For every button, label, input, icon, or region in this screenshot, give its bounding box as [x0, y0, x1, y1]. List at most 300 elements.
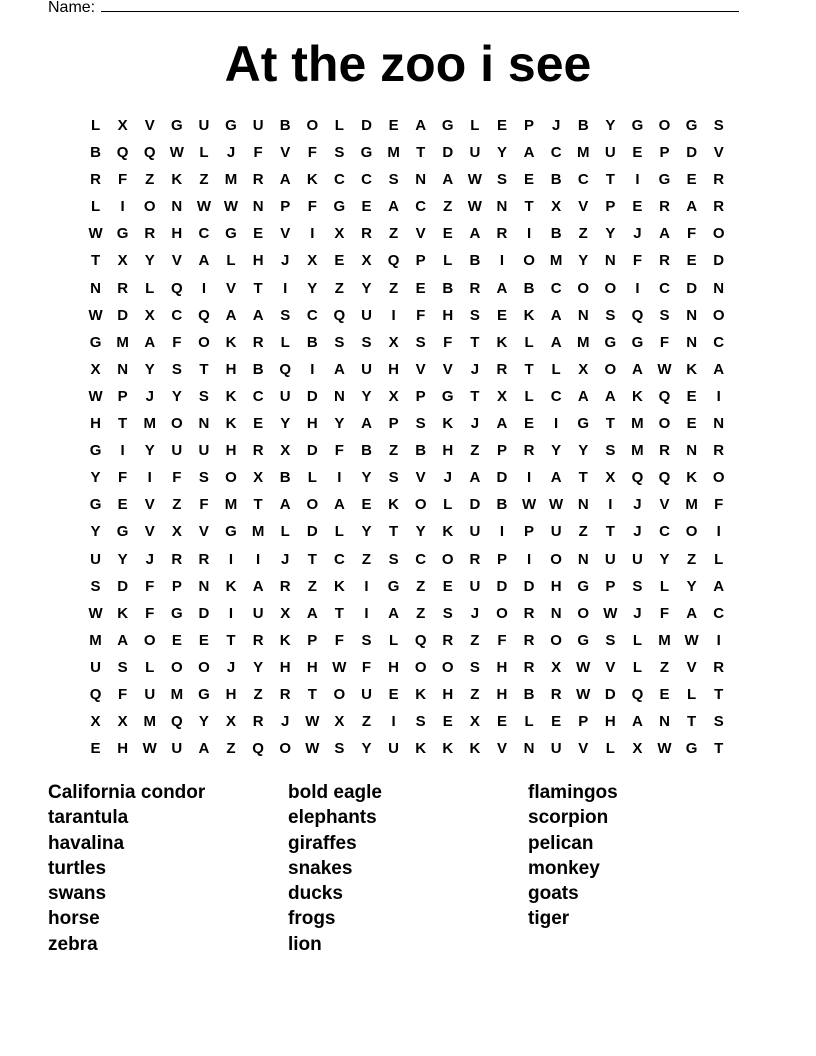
grid-letter: V — [659, 496, 670, 514]
grid-letter: N — [686, 442, 698, 460]
grid-letter: K — [496, 333, 508, 351]
grid-letter: N — [198, 415, 210, 433]
grid-letter: N — [577, 306, 589, 324]
grid-letter: K — [225, 577, 237, 595]
grid-letter: Y — [198, 713, 209, 731]
grid-letter: N — [604, 252, 616, 270]
grid-letter: T — [90, 252, 101, 270]
grid-letter: G — [658, 171, 671, 189]
grid-letter: J — [443, 469, 452, 487]
grid-letter: B — [469, 252, 481, 270]
grid-letter: R — [469, 279, 481, 297]
grid-letter: X — [334, 713, 345, 731]
grid-letter: S — [713, 117, 724, 134]
grid-letter: X — [605, 469, 616, 487]
grid-letter: B — [90, 144, 101, 162]
grid-letter: H — [306, 415, 318, 433]
grid-letter: B — [523, 685, 535, 703]
grid-letter: P — [388, 415, 399, 433]
grid-letter: Q — [116, 144, 129, 162]
grid-letter: P — [524, 117, 535, 134]
grid-letter: A — [252, 306, 264, 324]
grid-letter: A — [144, 333, 156, 351]
word-item: snakes — [288, 857, 353, 879]
grid-letter: A — [117, 631, 129, 649]
grid-letter: H — [442, 442, 454, 460]
grid-letter: J — [226, 658, 236, 676]
grid-letter: Y — [361, 523, 372, 541]
grid-letter: B — [252, 360, 264, 378]
grid-letter: B — [577, 117, 589, 134]
grid-letter: U — [388, 740, 399, 758]
grid-letter: Z — [416, 604, 426, 622]
grid-letter: O — [225, 469, 237, 487]
grid-letter: G — [631, 333, 644, 351]
grid-letter: H — [442, 685, 454, 703]
grid-letter: N — [171, 198, 183, 216]
grid-letter: R — [713, 171, 725, 189]
grid-letter: S — [415, 333, 426, 351]
grid-letter: M — [116, 333, 129, 351]
grid-letter: W — [305, 713, 320, 731]
grid-letter: Z — [687, 550, 697, 568]
grid-letter: X — [469, 713, 480, 731]
grid-row — [82, 356, 732, 383]
grid-letter: S — [361, 631, 372, 649]
grid-letter: I — [391, 306, 396, 324]
grid-letter: D — [117, 577, 129, 595]
grid-letter: O — [577, 279, 590, 297]
grid-letter: U — [279, 387, 291, 405]
grid-letter: L — [470, 117, 480, 134]
grid-letter: T — [605, 523, 615, 541]
grid-letter: D — [306, 387, 318, 405]
grid-letter: Y — [171, 387, 182, 405]
grid-letter: Z — [659, 658, 670, 676]
grid-letter: J — [281, 550, 290, 568]
grid-letter: K — [442, 415, 454, 433]
grid-row — [82, 166, 732, 193]
grid-letter: F — [172, 333, 182, 351]
grid-letter: F — [416, 306, 426, 324]
grid-letter: K — [225, 333, 237, 351]
grid-letter: Q — [252, 740, 264, 758]
grid-letter: G — [170, 604, 183, 622]
grid-letter: M — [224, 496, 238, 514]
grid-letter: R — [252, 171, 264, 189]
grid-letter: Y — [686, 577, 697, 595]
grid-row — [82, 220, 732, 247]
grid-letter: T — [307, 550, 317, 568]
grid-letter: F — [659, 333, 670, 351]
grid-letter: A — [333, 360, 345, 378]
grid-row — [82, 627, 732, 654]
grid-letter: G — [333, 198, 346, 216]
grid-letter: D — [117, 306, 129, 324]
grid-letter: S — [361, 333, 372, 351]
grid-letter: A — [550, 333, 562, 351]
grid-letter: I — [228, 604, 234, 622]
grid-letter: O — [279, 740, 292, 758]
grid-letter: O — [143, 631, 156, 649]
grid-letter: N — [415, 171, 427, 189]
grid-letter: A — [415, 117, 427, 134]
grid-letter: A — [496, 415, 508, 433]
grid-letter: K — [388, 496, 399, 514]
grid-letter: H — [442, 306, 454, 324]
grid-letter: O — [604, 360, 617, 378]
grid-letter: O — [550, 550, 562, 568]
grid-letter: F — [253, 144, 263, 162]
grid-letter: R — [496, 225, 508, 243]
grid-letter: O — [577, 604, 590, 622]
grid-letter: J — [281, 252, 290, 270]
grid-letter: U — [469, 577, 481, 595]
grid-letter: L — [524, 387, 534, 405]
grid-row — [82, 410, 732, 437]
grid-letter: Y — [334, 415, 345, 433]
grid-letter: M — [251, 523, 265, 541]
grid-letter: I — [608, 496, 613, 514]
grid-letter: O — [712, 469, 725, 487]
grid-letter: O — [306, 117, 319, 134]
grid-letter: Y — [361, 387, 372, 405]
grid-letter: W — [142, 740, 157, 758]
grid-letter: T — [714, 740, 724, 758]
grid-letter: W — [88, 604, 103, 622]
grid-letter: V — [280, 144, 291, 162]
grid-letter: S — [198, 469, 209, 487]
grid-letter: P — [605, 577, 616, 595]
grid-letter: T — [714, 685, 724, 703]
grid-letter: I — [554, 415, 559, 433]
grid-letter: E — [551, 713, 562, 731]
grid-letter: W — [196, 198, 211, 216]
grid-letter: B — [442, 279, 454, 297]
grid-letter: V — [144, 496, 155, 514]
grid-letter: I — [256, 550, 261, 568]
grid-letter: O — [198, 658, 210, 676]
grid-letter: M — [631, 415, 644, 433]
grid-letter: A — [361, 415, 372, 433]
grid-letter: U — [469, 523, 481, 541]
grid-letter: A — [252, 577, 264, 595]
grid-letter: X — [496, 387, 507, 405]
grid-letter: K — [523, 306, 535, 324]
grid-letter: I — [310, 360, 315, 378]
grid-letter: J — [470, 360, 480, 378]
grid-letter: C — [361, 171, 372, 189]
word-item: lion — [288, 933, 322, 955]
grid-letter: M — [143, 415, 156, 433]
grid-letter: R — [279, 577, 291, 595]
grid-letter: Y — [253, 658, 264, 676]
grid-letter: K — [117, 604, 129, 622]
grid-letter: Q — [631, 685, 644, 703]
grid-letter: N — [686, 333, 698, 351]
grid-letter: H — [496, 685, 508, 703]
grid-letter: F — [497, 631, 507, 649]
grid-letter: S — [415, 415, 426, 433]
grid-letter: N — [333, 387, 345, 405]
grid-letter: I — [120, 198, 125, 216]
grid-letter: K — [415, 685, 427, 703]
grid-letter: V — [578, 740, 589, 758]
grid-letter: K — [171, 171, 183, 189]
grid-letter: N — [523, 740, 535, 758]
grid-letter: Q — [631, 469, 644, 487]
grid-letter: M — [576, 144, 590, 162]
grid-letter: R — [442, 631, 454, 649]
grid-letter: Z — [145, 171, 155, 189]
grid-letter: F — [659, 604, 670, 622]
grid-letter: K — [442, 523, 454, 541]
grid-letter: G — [360, 144, 373, 162]
grid-letter: H — [225, 685, 237, 703]
grid-letter: X — [117, 252, 128, 270]
grid-letter: T — [524, 198, 534, 216]
grid-letter: W — [549, 496, 564, 514]
grid-letter: T — [118, 415, 128, 433]
grid-letter: B — [279, 469, 291, 487]
grid-letter: K — [632, 387, 643, 405]
grid-letter: H — [225, 442, 237, 460]
grid-letter: G — [116, 523, 129, 541]
grid-letter: A — [306, 604, 318, 622]
grid-letter: I — [526, 225, 532, 243]
grid-letter: K — [469, 740, 481, 758]
grid-letter: M — [89, 631, 102, 649]
grid-letter: J — [145, 387, 154, 405]
grid-letter: W — [657, 360, 672, 378]
grid-letter: H — [225, 360, 237, 378]
grid-letter: V — [226, 279, 237, 297]
grid-letter: Y — [117, 550, 128, 568]
name-label: Name: — [48, 0, 96, 16]
grid-letter: E — [686, 387, 697, 405]
grid-letter: G — [441, 117, 454, 134]
grid-letter: V — [280, 225, 291, 243]
grid-letter: S — [388, 550, 399, 568]
grid-letter: L — [605, 740, 615, 758]
word-item: tarantula — [48, 807, 129, 829]
grid-letter: Y — [90, 523, 101, 541]
grid-letter: W — [603, 604, 618, 622]
grid-letter: P — [117, 387, 128, 405]
grid-letter: U — [469, 144, 481, 162]
grid-letter: L — [443, 496, 453, 514]
grid-letter: W — [88, 387, 103, 405]
grid-letter: O — [712, 306, 725, 324]
grid-letter: R — [713, 198, 725, 216]
word-item: flamingos — [528, 782, 618, 803]
word-list — [48, 780, 768, 957]
grid-letter: Q — [198, 306, 210, 324]
grid-letter: U — [252, 604, 264, 622]
grid-letter: A — [442, 171, 454, 189]
grid-letter: U — [550, 523, 562, 541]
grid-letter: E — [388, 117, 399, 134]
grid-letter: G — [685, 117, 698, 134]
grid-letter: Q — [631, 306, 644, 324]
grid-letter: L — [199, 144, 209, 162]
grid-letter: G — [198, 685, 210, 703]
grid-letter: B — [496, 496, 508, 514]
grid-letter: D — [496, 577, 508, 595]
grid-letter: M — [143, 713, 156, 731]
grid-letter: S — [605, 306, 616, 324]
grid-letter: Y — [144, 252, 155, 270]
grid-letter: D — [442, 144, 454, 162]
grid-letter: Z — [361, 713, 372, 731]
grid-letter: E — [496, 117, 507, 134]
grid-letter: T — [199, 360, 209, 378]
grid-letter: A — [713, 360, 725, 378]
grid-letter: T — [416, 144, 426, 162]
grid-letter: Z — [361, 550, 372, 568]
grid-letter: V — [686, 658, 697, 676]
grid-letter: S — [469, 658, 480, 676]
grid-letter: G — [387, 577, 400, 595]
word-item: pelican — [528, 832, 594, 854]
grid-letter: O — [143, 198, 156, 216]
grid-letter: S — [388, 469, 399, 487]
grid-letter: L — [280, 333, 290, 351]
grid-letter: U — [604, 550, 616, 568]
grid-letter: O — [685, 523, 698, 541]
grid-letter: C — [415, 550, 427, 568]
grid-letter: R — [279, 685, 291, 703]
grid-letter: S — [605, 442, 616, 460]
grid-letter: X — [117, 117, 128, 134]
grid-letter: G — [225, 225, 237, 243]
grid-letter: A — [632, 713, 643, 731]
grid-letter: S — [334, 144, 345, 162]
grid-letter: A — [198, 740, 210, 758]
name-field — [48, 0, 739, 17]
grid-letter: E — [496, 306, 507, 324]
grid-letter: E — [117, 496, 128, 514]
grid-letter: Y — [307, 279, 318, 297]
grid-letter: R — [198, 550, 210, 568]
grid-letter: X — [307, 252, 318, 270]
grid-letter: E — [198, 631, 209, 649]
grid-letter: X — [551, 198, 562, 216]
grid-letter: Z — [388, 225, 399, 243]
grid-letter: P — [524, 523, 535, 541]
grid-letter: I — [716, 523, 721, 541]
grid-letter: E — [659, 685, 670, 703]
grid-letter: A — [686, 604, 698, 622]
grid-letter: S — [388, 171, 399, 189]
grid-letter: D — [713, 252, 725, 270]
grid-row — [82, 464, 732, 491]
word-item: frogs — [288, 908, 336, 930]
grid-row — [82, 275, 732, 302]
grid-letter: Y — [659, 550, 670, 568]
grid-letter: C — [659, 279, 670, 297]
grid-letter: F — [172, 469, 182, 487]
grid-letter: S — [496, 171, 507, 189]
grid-letter: G — [685, 740, 698, 758]
grid-letter: L — [334, 117, 344, 134]
grid-letter: Z — [578, 225, 588, 243]
grid-letter: P — [659, 144, 670, 162]
grid-letter: X — [253, 469, 264, 487]
grid-letter: I — [364, 604, 369, 622]
grid-letter: M — [685, 496, 698, 514]
grid-letter: X — [117, 713, 128, 731]
grid-letter: J — [551, 117, 561, 134]
grid-letter: E — [524, 171, 535, 189]
grid-letter: X — [388, 387, 399, 405]
grid-letter: L — [632, 658, 642, 676]
grid-letter: Y — [361, 469, 372, 487]
grid-letter: O — [333, 685, 346, 703]
grid-letter: N — [90, 279, 101, 297]
grid-letter: K — [225, 415, 237, 433]
word-column — [48, 780, 288, 957]
grid-letter: H — [388, 658, 399, 676]
grid-letter: Z — [307, 577, 317, 595]
grid-letter: J — [633, 496, 642, 514]
grid-letter: I — [716, 631, 721, 649]
word-item: bold eagle — [288, 782, 382, 803]
grid-letter: Y — [578, 442, 589, 460]
grid-letter: E — [415, 279, 426, 297]
grid-letter: P — [605, 198, 616, 216]
grid-letter: T — [605, 171, 615, 189]
puzzle-title: At the zoo i see — [224, 36, 592, 92]
grid-letter: R — [361, 225, 372, 243]
grid-letter: K — [279, 631, 291, 649]
grid-letter: P — [415, 387, 426, 405]
grid-letter: Q — [279, 360, 292, 378]
grid-letter: B — [550, 171, 562, 189]
grid-letter: Z — [388, 442, 399, 460]
grid-letter: I — [364, 577, 369, 595]
grid-letter: M — [576, 333, 590, 351]
grid-letter: K — [225, 387, 237, 405]
grid-letter: E — [253, 415, 264, 433]
grid-letter: U — [171, 740, 183, 758]
grid-letter: A — [659, 225, 670, 243]
grid-letter: J — [633, 523, 642, 541]
grid-letter: E — [442, 713, 453, 731]
grid-letter: D — [686, 144, 698, 162]
grid-letter: E — [632, 198, 643, 216]
grid-letter: U — [252, 117, 264, 134]
grid-letter: L — [90, 198, 101, 216]
word-item: scorpion — [528, 807, 609, 829]
grid-letter: P — [307, 631, 318, 649]
grid-letter: C — [713, 604, 725, 622]
grid-letter: G — [441, 387, 454, 405]
grid-letter: S — [280, 306, 291, 324]
grid-letter: A — [496, 279, 508, 297]
grid-letter: K — [415, 740, 427, 758]
grid-letter: E — [496, 713, 507, 731]
grid-letter: X — [280, 442, 291, 460]
grid-letter: H — [279, 658, 291, 676]
grid-letter: N — [550, 604, 562, 622]
grid-letter: Z — [226, 740, 236, 758]
grid-row — [82, 437, 732, 464]
grid-letter: A — [469, 225, 481, 243]
grid-letter: Y — [578, 252, 589, 270]
grid-letter: T — [334, 604, 344, 622]
grid-letter: X — [388, 333, 399, 351]
